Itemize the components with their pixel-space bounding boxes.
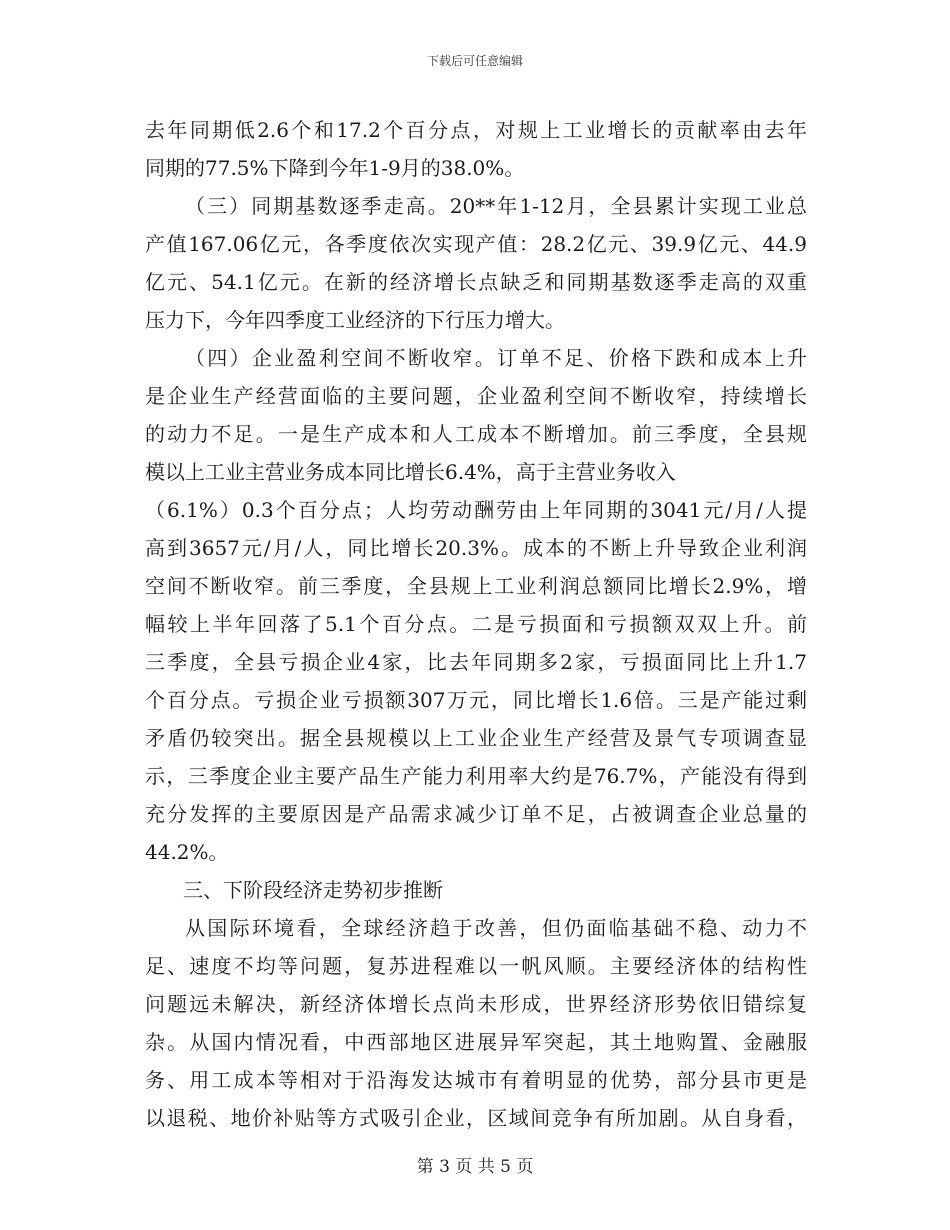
paragraph-start-line: （三）同期基数逐季走高。20**年1-12月，全县累计实现工业总 bbox=[185, 194, 807, 218]
text-line: 去年同期低2.6个和17.2个百分点，对规上工业增长的贡献率由去年 bbox=[145, 118, 807, 142]
text-line: 务、用工成本等相对于沿海发达城市有着明显的优势，部分县市更是 bbox=[145, 1068, 807, 1092]
text-line: 杂。从国内情况看，中西部地区进展异军突起，其土地购置、金融服 bbox=[145, 1030, 807, 1054]
text-line: （6.1%）0.3个百分点；人均劳动酬劳由上年同期的3041元/月/人提 bbox=[145, 498, 807, 522]
text-line: 44.2%。 bbox=[145, 840, 229, 864]
text-line: 高到3657元/月/人，同比增长20.3%。成本的不断上升导致企业利润 bbox=[145, 536, 807, 560]
text-line: 亿元、54.1亿元。在新的经济增长点缺乏和同期基数逐季走高的双重 bbox=[145, 270, 807, 294]
paragraph-start-line: 从国际环境看，全球经济趋于改善，但仍面临基础不稳、动力不 bbox=[185, 916, 807, 940]
text-line: 产值167.06亿元，各季度依次实现产值：28.2亿元、39.9亿元、44.9 bbox=[145, 232, 807, 256]
text-line: 足、速度不均等问题，复苏进程难以一帆风顺。主要经济体的结构性 bbox=[145, 954, 807, 978]
text-line: 同期的77.5%下降到今年1-9月的38.0%。 bbox=[145, 156, 525, 180]
text-line: 的动力不足。一是生产成本和人工成本不断增加。前三季度，全县规 bbox=[145, 422, 807, 446]
text-line: 三季度，全县亏损企业4家，比去年同期多2家，亏损面同比上升1.7 bbox=[145, 650, 807, 674]
page-footer: 第 3 页 共 5 页 bbox=[416, 1157, 534, 1177]
page-header: 下载后可任意编辑 bbox=[426, 54, 523, 68]
section-heading: 三、下阶段经济走势初步推断 bbox=[183, 878, 443, 902]
text-line: 示，三季度企业主要产品生产能力利用率大约是76.7%，产能没有得到 bbox=[145, 764, 807, 788]
text-line: 充分发挥的主要原因是产品需求减少订单不足，占被调查企业总量的 bbox=[145, 802, 807, 826]
text-line: 问题远未解决，新经济体增长点尚未形成，世界经济形势依旧错综复 bbox=[145, 992, 807, 1016]
text-line: 是企业生产经营面临的主要问题，企业盈利空间不断收窄，持续增长 bbox=[145, 384, 807, 408]
text-line: 矛盾仍较突出。据全县规模以上工业企业生产经营及景气专项调查显 bbox=[145, 726, 807, 750]
text-line: 以退税、地价补贴等方式吸引企业，区域间竞争有所加剧。从自身看， bbox=[145, 1106, 807, 1130]
text-line: 幅较上半年回落了5.1个百分点。二是亏损面和亏损额双双上升。前 bbox=[145, 612, 807, 636]
document-body bbox=[145, 111, 807, 1137]
text-line: 空间不断收窄。前三季度，全县规上工业利润总额同比增长2.9%，增 bbox=[145, 574, 807, 598]
text-line: 模以上工业主营业务成本同比增长6.4%，高于主营业务收入 bbox=[145, 460, 676, 484]
text-line: 个百分点。亏损企业亏损额307万元，同比增长1.6倍。三是产能过剩 bbox=[145, 688, 807, 712]
text-line: 压力下，今年四季度工业经济的下行压力增大。 bbox=[145, 308, 565, 332]
paragraph-start-line: （四）企业盈利空间不断收窄。订单不足、价格下跌和成本上升 bbox=[185, 346, 807, 370]
